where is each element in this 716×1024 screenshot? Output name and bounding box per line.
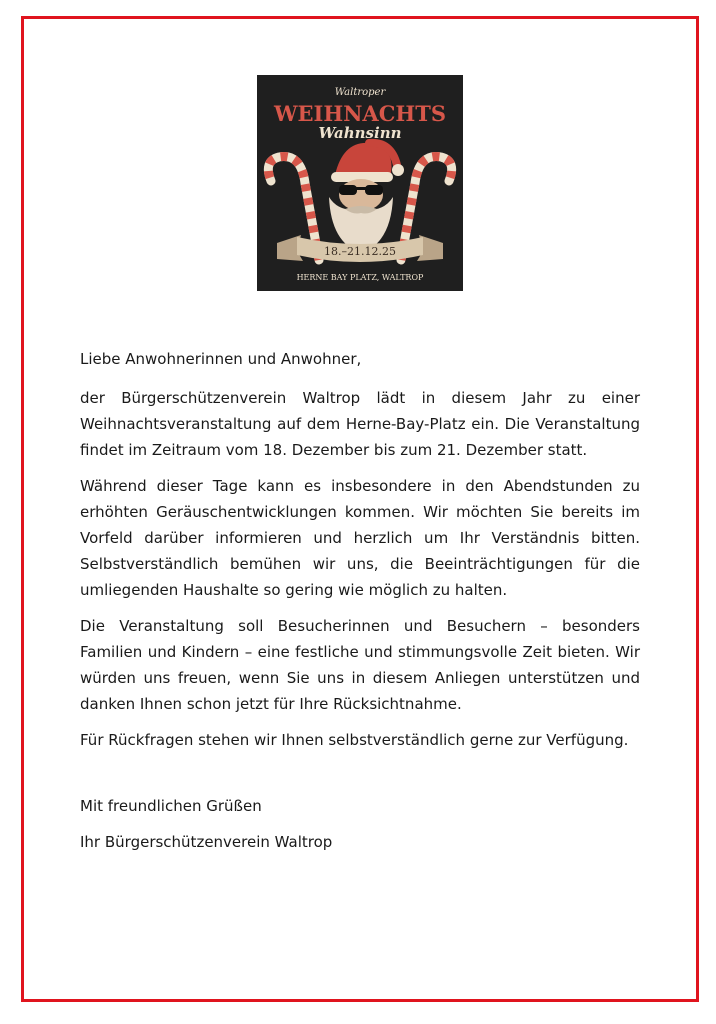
- letter-paragraph: Für Rückfragen stehen wir Ihnen selbstverständlich gerne zur Verfügung.: [80, 731, 629, 749]
- letter-paragraph: Die Veranstaltung soll Besucherinnen und Besuchern – besonders Familien und Kindern – eine festliche und stimmungsvolle Zeit bieten. Wir würden uns freuen, wenn Sie uns in diesem Anliegen unterstützen und danken Ihnen schon jetzt für Ihre Rücksichtnahme.: [80, 617, 640, 713]
- event-logo: [257, 75, 463, 291]
- letter-closing: Mit freundlichen Grüßen: [80, 797, 262, 815]
- letter-body: [80, 346, 640, 855]
- santa-logo-graphic: [257, 75, 463, 291]
- letter-salutation: Liebe Anwohnerinnen und Anwohner,: [80, 350, 362, 368]
- logo-main-title: WEIHNACHTS: [273, 101, 447, 126]
- letter-paragraph: Während dieser Tage kann es insbesondere in den Abendstunden zu erhöhten Geräuschentwicklungen kommen. Wir möchten Sie bereits im Vorfeld darüber informieren und herzlich um Ihr Verständnis bitten. Selbstverständlich bemühen wir uns, die Beeinträchtigungen für die umliegenden Haushalte so gering wie möglich zu halten.: [80, 477, 640, 599]
- letter-signature: Ihr Bürgerschützenverein Waltrop: [80, 833, 333, 851]
- logo-subtitle: Wahnsinn: [318, 124, 402, 142]
- logo-small-title: Waltroper: [334, 87, 386, 98]
- logo-date: 18.–21.12.25: [324, 245, 396, 258]
- letter-paragraph: der Bürgerschützenverein Waltrop lädt in diesem Jahr zu einer Weihnachtsveranstaltung auf dem Herne-Bay-Platz ein. Die Veranstaltung findet im Zeitraum vom 18. Dezember bis zum 21. Dezember statt.: [80, 389, 640, 459]
- logo-location: HERNE BAY PLATZ, WALTROP: [296, 273, 424, 282]
